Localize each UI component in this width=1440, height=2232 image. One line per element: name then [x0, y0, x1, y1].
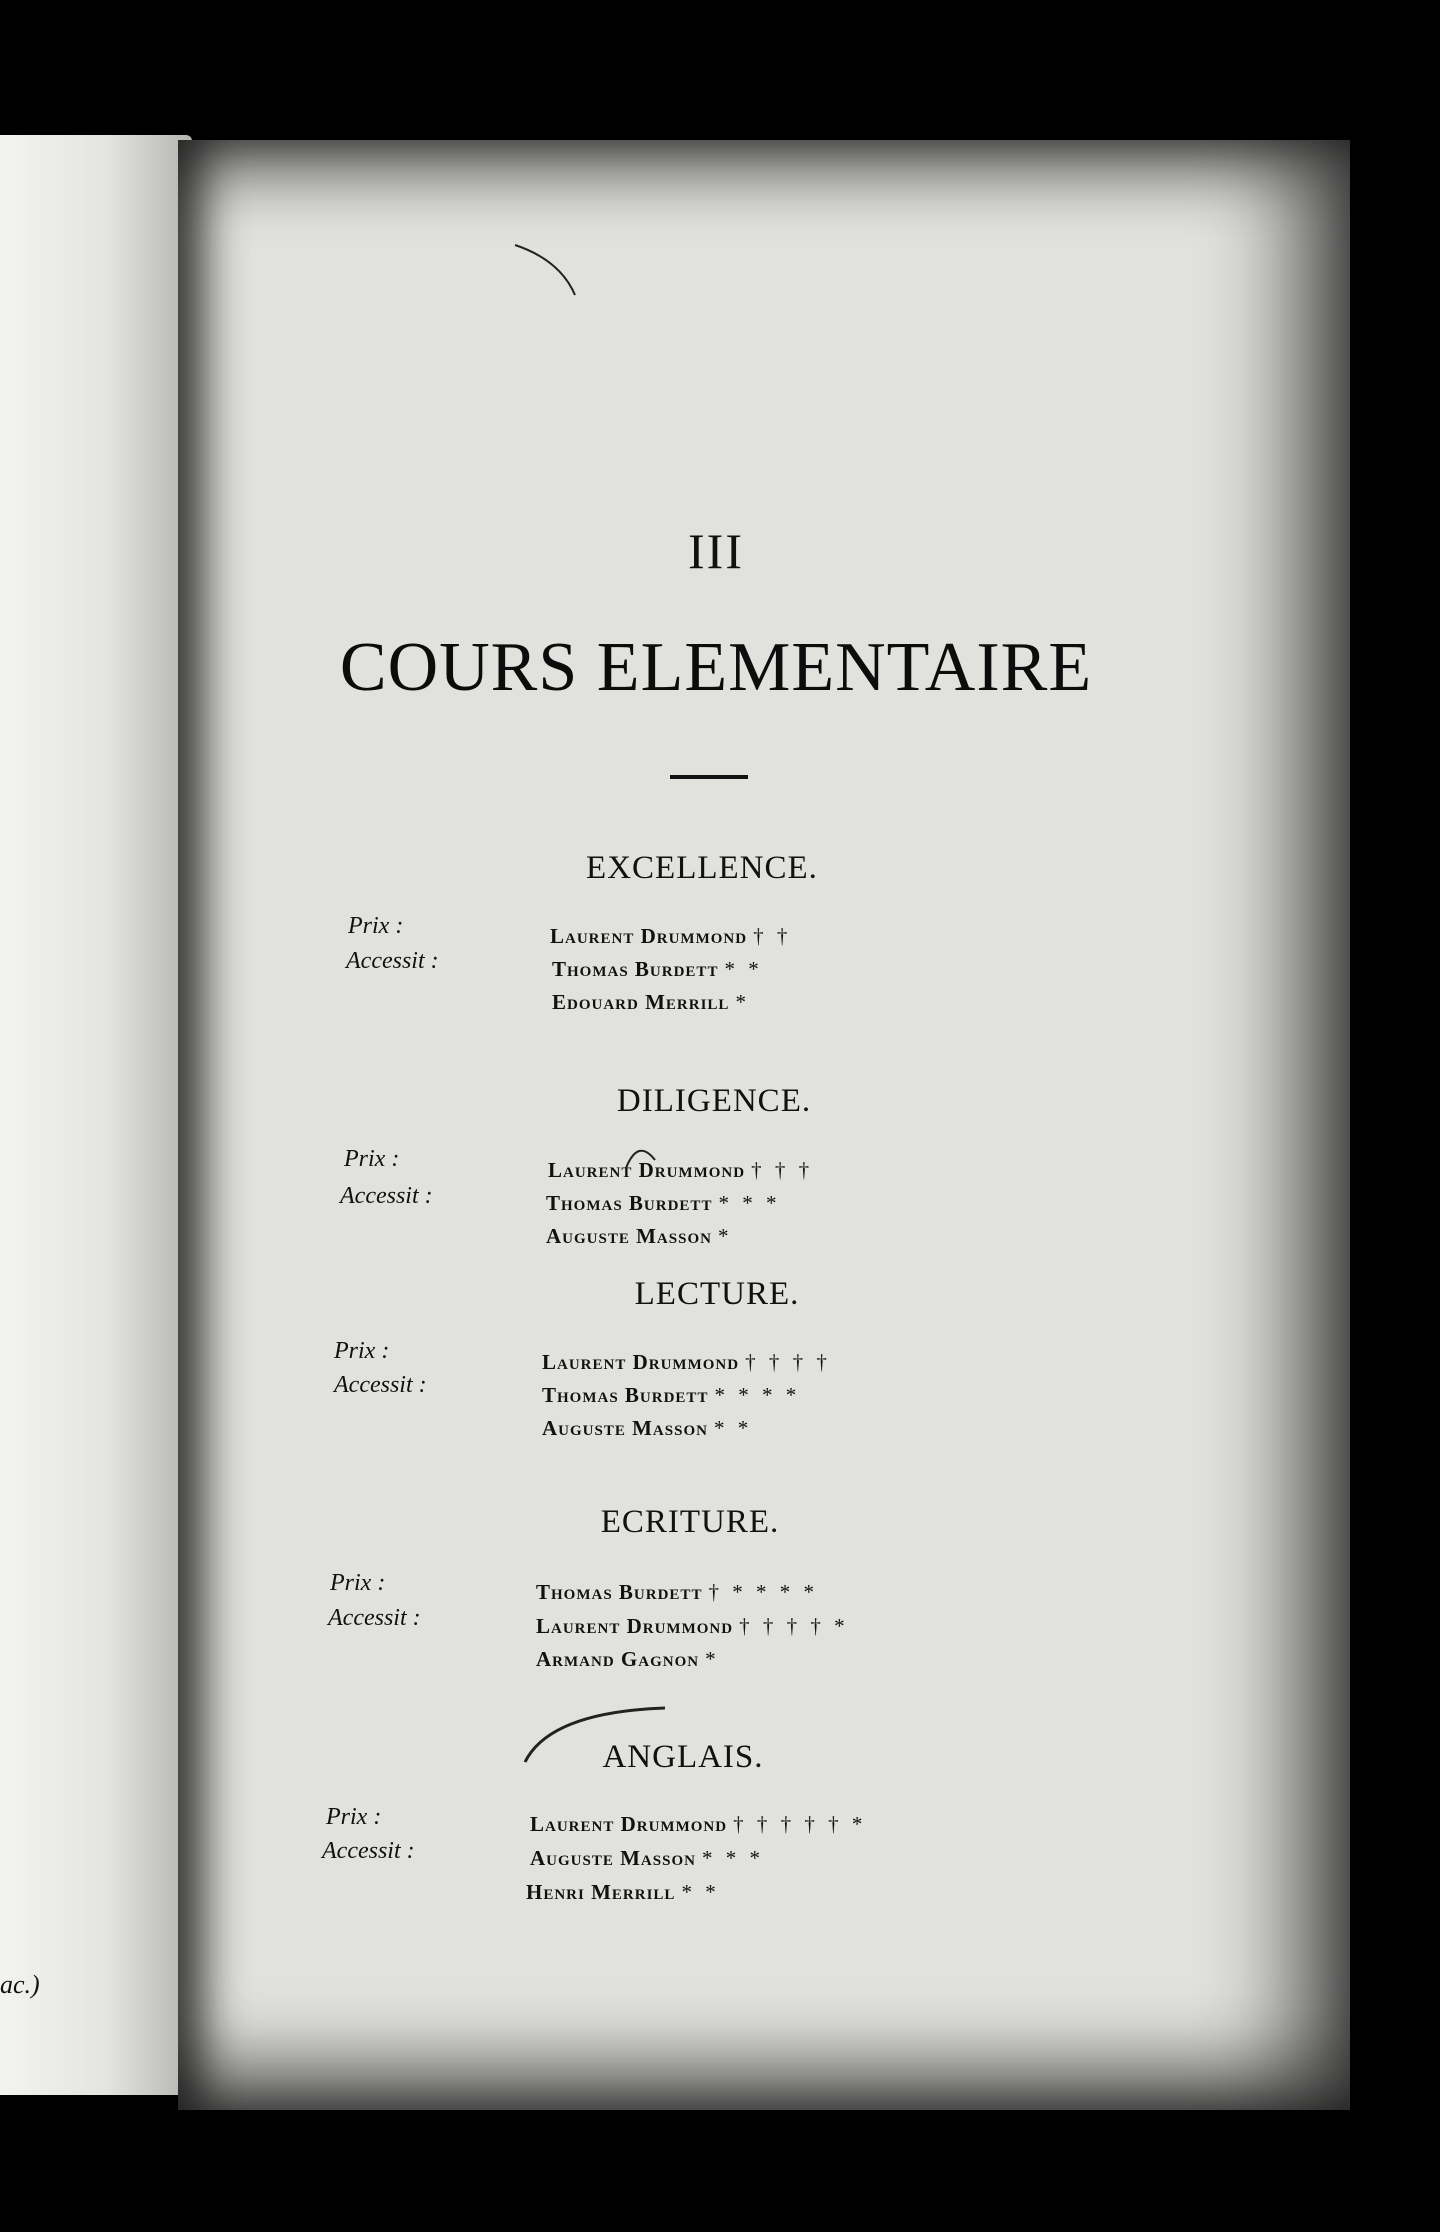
section-title-diligence: DILIGENCE.: [616, 1083, 812, 1119]
distinction-marks: * * *: [701, 1846, 764, 1870]
distinction-marks: * *: [681, 1880, 720, 1904]
student-name: Thomas Burdett: [552, 957, 719, 981]
student-name: Laurent Drummond: [536, 1614, 734, 1638]
student-name: Armand Gagnon: [536, 1647, 700, 1671]
student-name: Laurent Drummond: [542, 1350, 740, 1374]
accessit-label: Accessit :: [322, 1838, 415, 1864]
student-name: Auguste Masson: [546, 1224, 712, 1248]
distinction-marks: * * *: [718, 1191, 781, 1215]
student-name: Laurent Drummond: [530, 1812, 728, 1836]
distinction-marks: *: [705, 1647, 720, 1671]
prize-label: Prix :: [330, 1570, 386, 1596]
student-name: Auguste Masson: [530, 1846, 696, 1870]
distinction-marks: † †: [753, 924, 792, 948]
distinction-marks: * *: [724, 957, 763, 981]
student-name: Laurent Drummond: [550, 924, 748, 948]
section-title-excellence: EXCELLENCE.: [586, 850, 818, 886]
section-title-lecture: LECTURE.: [634, 1276, 800, 1312]
accessit-label: Accessit :: [340, 1183, 433, 1209]
facing-page-fragment: ac.): [0, 1970, 40, 1999]
section-title-anglais: ANGLAIS.: [602, 1739, 764, 1775]
accessit-label: Accessit :: [328, 1605, 421, 1631]
prize-label: Prix :: [326, 1804, 382, 1830]
student-name: Auguste Masson: [542, 1416, 708, 1440]
section-title-ecriture: ECRITURE.: [600, 1504, 780, 1540]
accessit-label: Accessit :: [334, 1372, 427, 1398]
student-name: Edouard Merrill: [552, 990, 730, 1014]
distinction-marks: *: [717, 1224, 733, 1248]
distinction-marks: * * * *: [714, 1383, 801, 1407]
accessit-label: Accessit :: [346, 948, 439, 974]
student-name: Thomas Burdett: [542, 1383, 709, 1407]
distinction-marks: † † †: [751, 1158, 814, 1182]
distinction-marks: *: [735, 990, 750, 1014]
student-name: Laurent Drummond: [548, 1158, 746, 1182]
page-title: COURS ELEMENTAIRE: [339, 629, 1093, 706]
prize-label: Prix :: [348, 913, 404, 939]
chapter-numeral: III: [688, 523, 744, 579]
prize-label: Prix :: [344, 1146, 400, 1172]
distinction-marks: † † † †: [745, 1350, 831, 1374]
student-name: Thomas Burdett: [546, 1191, 713, 1215]
prize-label: Prix :: [334, 1338, 390, 1364]
distinction-marks: † † † † † *: [733, 1812, 867, 1836]
student-name: Thomas Burdett: [536, 1580, 703, 1604]
distinction-marks: † * * * *: [708, 1580, 818, 1604]
student-name: Henri Merrill: [526, 1880, 676, 1904]
distinction-marks: † † † † *: [739, 1614, 849, 1638]
distinction-marks: * *: [713, 1416, 753, 1440]
